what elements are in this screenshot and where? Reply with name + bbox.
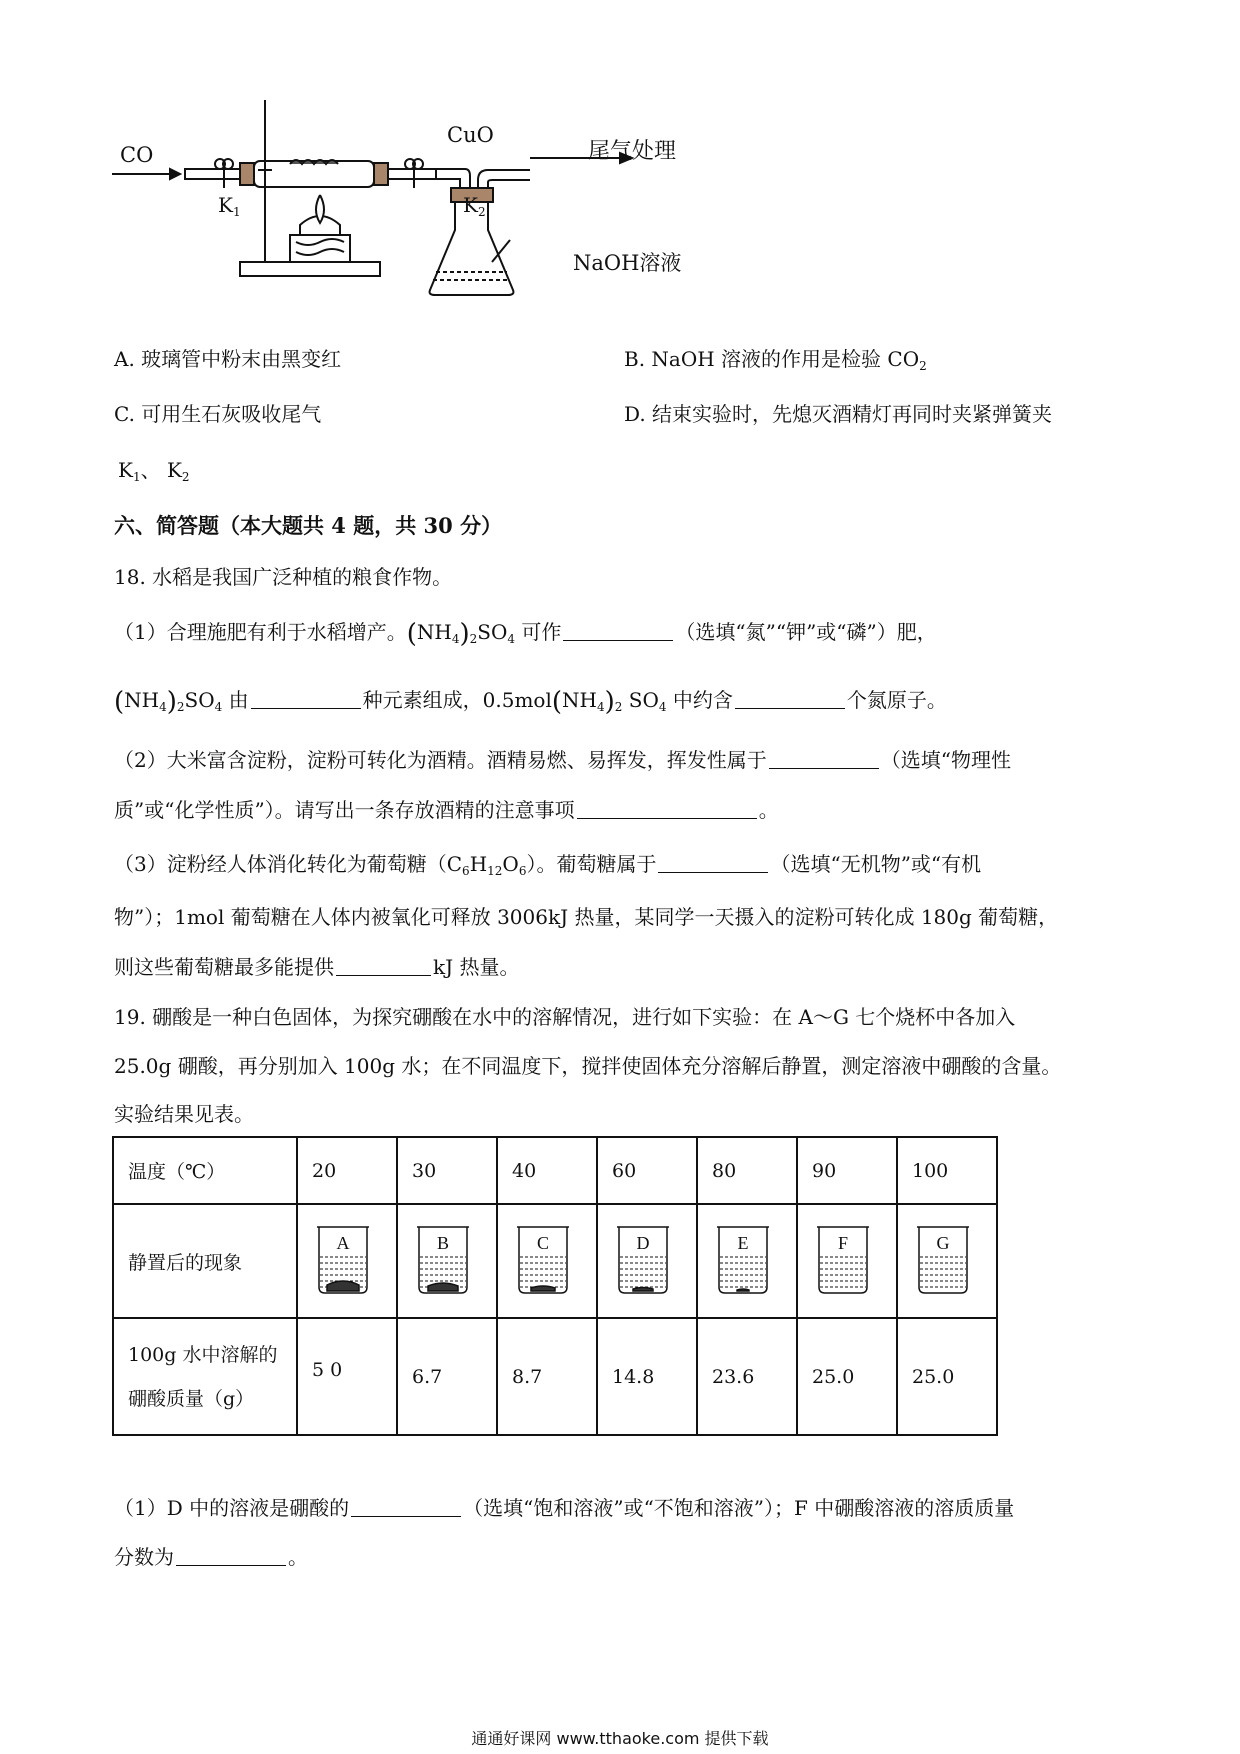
option-c: C. 可用生石灰吸收尾气 <box>114 402 322 426</box>
results-table <box>112 1136 998 1436</box>
temperature-cell: 60 <box>597 1137 697 1204</box>
option-d-continued: $K_1$、 $K_2$ <box>118 458 190 484</box>
naoh-label: NaOH溶液 <box>573 251 682 275</box>
beaker-cell <box>797 1204 897 1318</box>
beaker-cell <box>697 1204 797 1318</box>
svg-text:A: A <box>336 1233 350 1253</box>
beaker-cell <box>297 1204 397 1318</box>
phenomenon-label: 静置后的现象 <box>113 1204 297 1318</box>
q18-stem: 18. 水稻是我国广泛种植的粮食作物。 <box>114 565 453 589</box>
k1-label: $K_1$ <box>218 193 241 219</box>
q19-part1-line2: 分数为 。 <box>114 1545 308 1569</box>
answer-blank[interactable] <box>336 955 431 976</box>
mass-cell: 23.6 <box>697 1318 797 1435</box>
mass-cell: 6.7 <box>397 1318 497 1435</box>
q19-part1-line1: （1）D 中的溶液是硼酸的 （选填“饱和溶液”或“不饱和溶液”）；F 中硼酸溶液的溶质质量 <box>114 1496 1015 1520</box>
answer-blank[interactable] <box>176 1545 286 1566</box>
beaker-c-icon <box>513 1223 573 1299</box>
mass-cell: 5 0 <box>297 1318 397 1435</box>
q18-part2-line1: （2）大米富含淀粉，淀粉可转化为酒精。酒精易燃、易挥发，挥发性属于 （选填“物理性 <box>114 748 1011 772</box>
svg-text:D: D <box>636 1233 650 1253</box>
experiment-apparatus-diagram <box>110 100 710 320</box>
mass-cell: 25.0 <box>797 1318 897 1435</box>
section-heading: 六、简答题（本大题共 4 题，共 30 分） <box>114 513 503 538</box>
temperature-cell: 30 <box>397 1137 497 1204</box>
mass-cell: 25.0 <box>897 1318 997 1435</box>
beaker-d-icon <box>613 1223 673 1299</box>
q18-part3-line1: （3）淀粉经人体消化转化为葡萄糖$(C_6H_{12}O_6)$。葡萄糖属于 （选填“无机物”或“有机 <box>114 852 982 878</box>
svg-text:E: E <box>737 1233 749 1253</box>
svg-text:B: B <box>436 1233 450 1253</box>
tail-gas-label: 尾气处理 <box>588 139 677 164</box>
answer-blank[interactable] <box>769 748 879 769</box>
mass-cell: 14.8 <box>597 1318 697 1435</box>
svg-text:G: G <box>936 1233 950 1253</box>
k2-label: $K_2$ <box>463 193 486 219</box>
beaker-cell <box>497 1204 597 1318</box>
beaker-g-icon <box>913 1223 973 1299</box>
q19-line1: 19. 硼酸是一种白色固体，为探究硼酸在水中的溶解情况，进行如下实验：在 A～G 七个烧杯中各加入 <box>114 1005 1016 1029</box>
temperature-label: 温度（℃） <box>113 1137 297 1204</box>
beaker-cell <box>897 1204 997 1318</box>
beaker-e-icon <box>713 1223 773 1299</box>
answer-blank[interactable] <box>658 852 768 873</box>
mass-cell: 8.7 <box>497 1318 597 1435</box>
q18-part1-line2: $(NH_4)_2SO_4$ 由 种元素组成，$0.5mol(NH_4)_2$ $SO_4$ 中约含 个氮原子。 <box>114 687 947 717</box>
cuo-label: CuO <box>447 123 494 147</box>
option-a: A. 玻璃管中粉末由黑变红 <box>114 347 342 371</box>
q19-line2: 25.0g 硼酸，再分别加入 100g 水；在不同温度下，搅拌使固体充分溶解后静置，测定溶液中硼酸的含量。 <box>114 1054 1062 1078</box>
beaker-a-icon <box>313 1223 373 1299</box>
temperature-cell: 90 <box>797 1137 897 1204</box>
beaker-f-icon <box>813 1223 873 1299</box>
temperature-cell: 80 <box>697 1137 797 1204</box>
svg-text:C: C <box>536 1233 550 1253</box>
table-row <box>113 1137 997 1204</box>
option-b: B. NaOH 溶液的作用是检验 $CO_2$ <box>624 347 927 373</box>
q19-line3: 实验结果见表。 <box>114 1102 254 1126</box>
q18-part3-line2: 物”）；1mol 葡萄糖在人体内被氧化可释放 3006kJ 热量，某同学一天摄入的淀粉可转化成 180g 葡萄糖， <box>114 905 1059 929</box>
beaker-b-icon <box>413 1223 473 1299</box>
q18-part2-line2: 质”或“化学性质”）。请写出一条存放酒精的注意事项 。 <box>114 798 779 822</box>
answer-blank[interactable] <box>577 798 757 819</box>
q18-part3-line3: 则这些葡萄糖最多能提供 kJ 热量。 <box>114 955 520 979</box>
beaker-cell <box>397 1204 497 1318</box>
svg-text:F: F <box>837 1233 849 1253</box>
option-d: D. 结束实验时，先熄灭酒精灯再同时夹紧弹簧夹 <box>624 402 1053 426</box>
q18-part1-line1: （1）合理施肥有利于水稻增产。$(NH_4)_2SO_4$ 可作 （选填“氮”“钾”或“磷”）肥， <box>114 619 937 649</box>
dissolved-mass-label: 100g 水中溶解的 硼酸质量（g） <box>113 1318 297 1435</box>
temperature-cell: 20 <box>297 1137 397 1204</box>
answer-blank[interactable] <box>735 688 845 709</box>
table-row <box>113 1204 997 1318</box>
answer-blank[interactable] <box>351 1496 461 1517</box>
temperature-cell: 40 <box>497 1137 597 1204</box>
co-label: CO <box>120 143 154 167</box>
answer-blank[interactable] <box>251 688 361 709</box>
footer-source: 通通好课网 www.tthaoke.com 提供下载 <box>471 1729 769 1748</box>
table-row <box>113 1318 997 1435</box>
beaker-cell <box>597 1204 697 1318</box>
answer-blank[interactable] <box>563 620 673 641</box>
temperature-cell: 100 <box>897 1137 997 1204</box>
